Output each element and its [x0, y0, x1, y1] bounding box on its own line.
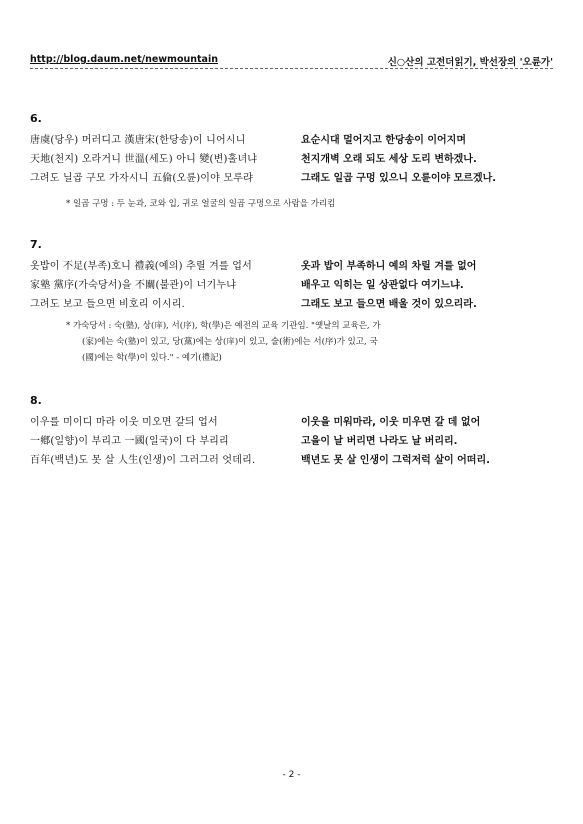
stanza-8 [30, 394, 553, 470]
verse-line [30, 451, 553, 470]
footnote [66, 196, 553, 212]
page-number: - 2 - [282, 770, 301, 780]
original-text: 이우를 미이디 마라 이웃 미오면 갈듸 업서 [30, 417, 218, 428]
translation-text: 그래도 보고 들으면 배울 것이 있으리라. [301, 299, 477, 310]
footnote-line: * 일곱 구멍 : 두 눈과, 코와 입, 귀로 얼굴의 일곱 구멍으로 사람을 가리킴 [66, 199, 336, 209]
stanza-number: 6. [30, 112, 42, 125]
verse-line [30, 413, 553, 432]
verse-line [30, 295, 553, 314]
blog-url-link[interactable]: http://blog.daum.net/newmountain [30, 54, 218, 65]
translation-text: 천지개벽 오래 되도 세상 도리 변하겠나. [301, 154, 477, 165]
header-divider [30, 68, 553, 69]
original-text: 天地(천지) 오라거니 世溫(세도) 아니 變(변)홀녀냐 [30, 154, 258, 165]
footnote-line: * 가숙당서 : 숙(塾), 상(庠), 서(序), 학(學)은 예전의 교육 기관임. "옛날의 교육은, 가 [66, 321, 381, 331]
original-text: 一鄕(일향)이 부리고 一國(일국)이 다 부리리 [30, 436, 229, 447]
translation-text: 배우고 익히는 일 상관없다 여기느냐. [301, 280, 464, 291]
translation-text: 그래도 일곱 구멍 있으니 오륜이야 모르겠나. [301, 173, 497, 184]
verse-line [30, 169, 553, 188]
original-text: 家塾 黨序(가숙당서)을 不關(불관)이 너기누냐 [30, 280, 237, 291]
translation-text: 이웃을 미워마라, 이웃 미우면 갈 데 없어 [301, 417, 481, 428]
translation-text: 요순시대 멀어지고 한당송이 이어지며 [301, 135, 467, 146]
stanza-number: 7. [30, 238, 42, 251]
translation-text: 옷과 밥이 부족하니 예의 차릴 겨를 없어 [301, 261, 477, 272]
verse-line [30, 432, 553, 451]
translation-text: 고을이 날 버리면 나라도 날 버리리. [301, 436, 458, 447]
original-text: 옷밥이 不足(부족)호니 禮義(예의) 추릴 겨를 업서 [30, 261, 252, 272]
verse-line [30, 131, 553, 150]
verse-line [30, 150, 553, 169]
original-text: 唐虞(당우) 머러디고 漢唐宋(한당송)이 니어시니 [30, 135, 246, 146]
document-title: 신○산의 고전더읽기, 박선장의 '오륜가' [387, 57, 553, 68]
footnote-line: (家)에는 숙(塾)이 있고, 당(黨)에는 상(庠)이 있고, 술(術)에는 서(序)가 있고, 국 [82, 337, 378, 347]
original-text: 그려도 보고 들으면 비호리 이시리. [30, 299, 185, 310]
footnote-line: (國)에는 학(學)이 있다." - 예기(禮記) [82, 353, 222, 363]
translation-text: 백년도 못 살 인생이 그럭저럭 살이 어떠리. [301, 455, 490, 466]
original-text: 그려도 닐곱 구모 가자시니 五倫(오륜)이야 모루랴 [30, 173, 253, 184]
stanza-6 [30, 112, 553, 212]
stanza-7 [30, 238, 553, 366]
stanza-number: 8. [30, 394, 42, 407]
footnote [66, 318, 553, 366]
verse-line [30, 257, 553, 276]
verse-line [30, 276, 553, 295]
original-text: 百年(백년)도 못 살 人生(인생)이 그러그러 엇데리. [30, 455, 256, 466]
